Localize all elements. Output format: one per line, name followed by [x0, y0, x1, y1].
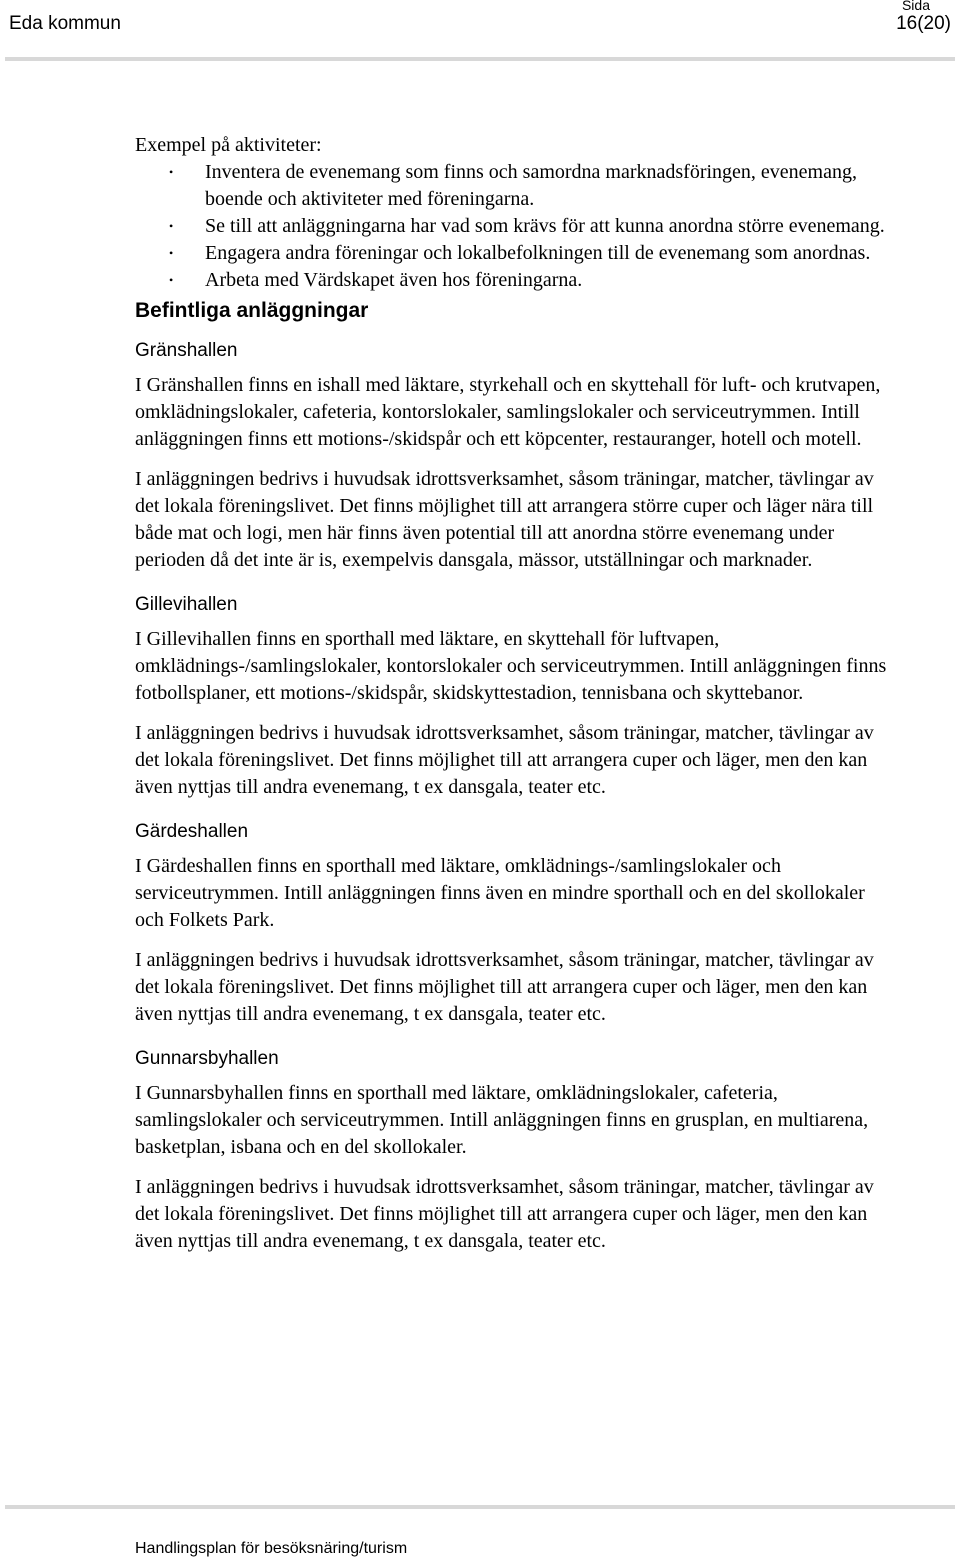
header-divider: [5, 57, 955, 61]
list-item: [135, 240, 895, 267]
footer-divider: [5, 1505, 955, 1509]
facility-title: Gillevihallen: [135, 594, 238, 615]
bullet-icon: •: [169, 273, 174, 287]
facility-title: Gränshallen: [135, 340, 238, 361]
list-item: [135, 159, 895, 213]
header-page-number: 16(20): [896, 13, 951, 34]
list-item-text: Engagera andra föreningar och lokalbefolkningen till de evenemang som anordnas.: [205, 242, 871, 264]
paragraph: I Gunnarsbyhallen finns en sporthall med läktare, omklädningslokaler, cafeteria, samlingslokaler och serviceutrymmen. Intill anläggningen finns en grusplan, en multiarena, basketplan, isbana och en del skollokaler.: [135, 1082, 869, 1158]
document-body: [135, 132, 895, 1268]
header-page-label: Sida: [901, 0, 930, 13]
bullet-icon: •: [169, 219, 174, 233]
facility-section: [135, 338, 895, 574]
list-item-text: Inventera de evenemang som finns och samordna marknadsföringen, evenemang, boende och aktiviteter med föreningarna.: [205, 161, 857, 210]
paragraph: I anläggningen bedrivs i huvudsak idrottsverksamhet, såsom träningar, matcher, tävlingar av det lokala föreningslivet. Det finns möjlighet till att arrangera cuper och läger, men den kan även nyttjas till andra evenemang, t ex dansgala, teater etc.: [135, 949, 874, 1025]
list-item-text: Se till att anläggningarna har vad som krävs för att kunna anordna större evenemang.: [205, 215, 885, 237]
activity-list: [135, 159, 895, 294]
facility-section: [135, 592, 895, 801]
paragraph: I Gärdeshallen finns en sporthall med läktare, omklädnings-/samlingslokaler och serviceutrymmen. Intill anläggningen finns även en mindre sporthall och en del skollokaler och Folkets Park.: [135, 855, 865, 931]
facility-section: [135, 1046, 895, 1255]
intro-text: Exempel på aktiviteter:: [135, 134, 322, 156]
facility-section: [135, 819, 895, 1028]
facility-title: Gärdeshallen: [135, 821, 249, 842]
footer-text: Handlingsplan för besöksnäring/turism: [135, 1540, 408, 1557]
facility-title: Gunnarsbyhallen: [135, 1048, 279, 1069]
paragraph: I anläggningen bedrivs i huvudsak idrottsverksamhet, såsom träningar, matcher, tävlingar av det lokala föreningslivet. Det finns möjlighet till att arrangera cuper och läger, men den kan även nyttjas till andra evenemang, t ex dansgala, teater etc.: [135, 722, 874, 798]
header-organization: Eda kommun: [9, 13, 121, 34]
paragraph: I Gränshallen finns en ishall med läktare, styrkehall och en skyttehall för luft- och krutvapen, omklädningslokaler, cafeteria, kontorslokaler, samlingslokaler och serviceutrymmen. Intill anläggningen finns ett motions-/skidspår och ett köpcenter, restauranger, hotell och motell.: [135, 374, 881, 450]
list-item-text: Arbeta med Värdskapet även hos föreningarna.: [205, 269, 583, 291]
paragraph: I anläggningen bedrivs i huvudsak idrottsverksamhet, såsom träningar, matcher, tävlingar av det lokala föreningslivet. Det finns möjlighet till att arrangera större cuper och läger nära till både mat och logi, men här finns även potential till att anordna större evenemang under perioden då det inte är is, exempelvis dansgala, mässor, utställningar och marknader.: [135, 468, 874, 571]
section-heading: Befintliga anläggningar: [135, 299, 369, 322]
paragraph: I anläggningen bedrivs i huvudsak idrottsverksamhet, såsom träningar, matcher, tävlingar av det lokala föreningslivet. Det finns möjlighet till att arrangera cuper och läger, men den kan även nyttjas till andra evenemang, t ex dansgala, teater etc.: [135, 1176, 874, 1252]
bullet-icon: •: [169, 246, 174, 260]
bullet-icon: •: [169, 165, 174, 179]
list-item: [135, 267, 895, 294]
list-item: [135, 213, 895, 240]
paragraph: I Gillevihallen finns en sporthall med läktare, en skyttehall för luftvapen, omklädnings-/samlingslokaler, kontorslokaler och serviceutrymmen. Intill anläggningen finns fotbollsplaner, ett motions-/skidspår, skidskyttestadion, tennisbana och skyttebanor.: [135, 628, 887, 704]
